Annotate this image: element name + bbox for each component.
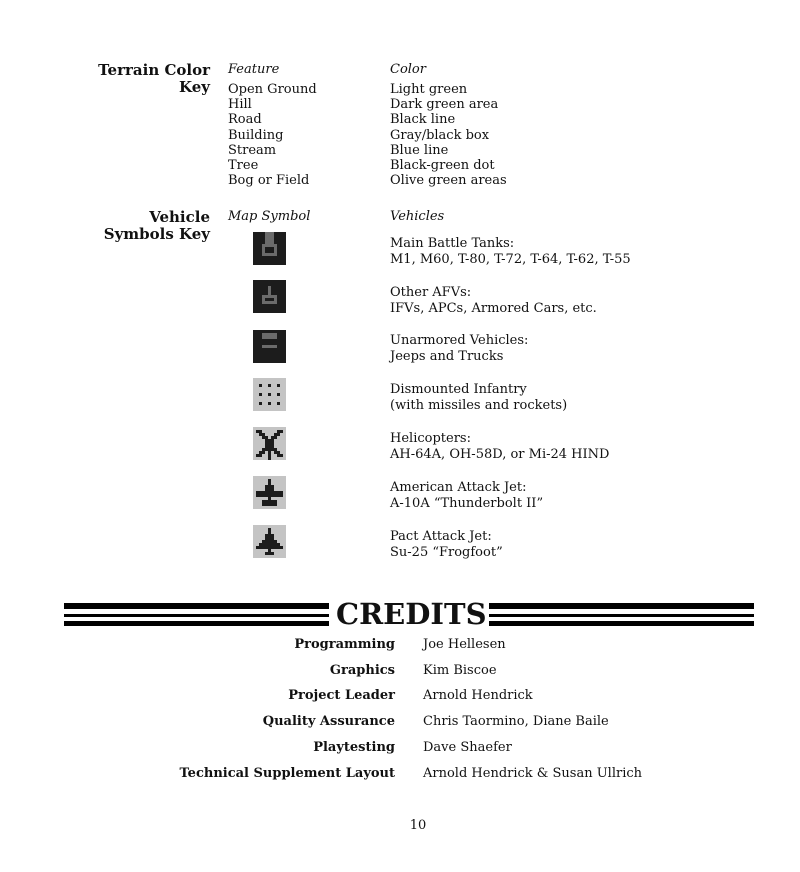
american-attack-jet-icon bbox=[253, 476, 286, 509]
credit-role: Programming bbox=[294, 637, 395, 652]
terrain-color: Black line bbox=[390, 112, 456, 128]
terrain-color-list bbox=[390, 82, 507, 188]
vehicle-entry-american-jet bbox=[390, 480, 543, 512]
vehicle-key-heading-line1: Vehicle bbox=[149, 208, 210, 226]
vehicle-category: Pact Attack Jet: bbox=[390, 529, 492, 544]
vehicle-examples: M1, M60, T-80, T-72, T-64, T-62, T-55 bbox=[390, 252, 631, 267]
vehicle-category: Other AFVs: bbox=[390, 285, 472, 300]
vehicle-examples: (with missiles and rockets) bbox=[390, 398, 568, 413]
terrain-key-heading-line2: Key bbox=[179, 78, 210, 96]
terrain-color: Black-green dot bbox=[390, 158, 495, 174]
credit-name: Arnold Hendrick bbox=[423, 688, 533, 703]
credit-role: Project Leader bbox=[288, 688, 395, 703]
terrain-feature: Open Ground bbox=[228, 82, 317, 97]
helicopter-icon bbox=[253, 427, 286, 460]
credit-name: Chris Taormino, Diane Baile bbox=[423, 714, 609, 729]
credit-role: Technical Supplement Layout bbox=[179, 766, 395, 781]
vehicle-entry-other-afvs bbox=[390, 285, 597, 317]
vehicle-examples: Su-25 “Frogfoot” bbox=[390, 545, 503, 560]
page-number: 10 bbox=[409, 818, 427, 833]
vehicle-key-heading bbox=[104, 209, 210, 243]
feature-column-header: Feature bbox=[228, 62, 280, 77]
terrain-feature: Bog or Field bbox=[228, 173, 310, 189]
map-symbol-column-header: Map Symbol bbox=[228, 209, 311, 224]
credit-name: Joe Hellesen bbox=[423, 637, 506, 652]
vehicles-column-header: Vehicles bbox=[390, 209, 445, 224]
vehicle-category: Dismounted Infantry bbox=[390, 382, 527, 397]
credit-name: Kim Biscoe bbox=[423, 663, 497, 678]
credits-title: CREDITS bbox=[336, 597, 487, 631]
credits-rule-right-top bbox=[489, 603, 754, 609]
credit-role: Graphics bbox=[329, 663, 395, 678]
terrain-key-heading-line1: Terrain Color bbox=[98, 61, 210, 79]
vehicle-examples: AH-64A, OH-58D, or Mi-24 HIND bbox=[390, 447, 610, 462]
terrain-feature-list bbox=[228, 82, 317, 188]
vehicle-entry-pact-jet bbox=[390, 529, 503, 561]
vehicle-entry-unarmored bbox=[390, 333, 528, 365]
vehicle-examples: IFVs, APCs, Armored Cars, etc. bbox=[390, 301, 597, 316]
vehicle-examples: Jeeps and Trucks bbox=[390, 349, 504, 364]
terrain-feature: Stream bbox=[228, 142, 277, 158]
credit-role: Playtesting bbox=[313, 740, 395, 755]
credits-rule-left-mid bbox=[64, 614, 329, 617]
credits-rule-left-bottom bbox=[64, 621, 329, 626]
credit-role: Quality Assurance bbox=[262, 714, 395, 729]
vehicle-category: Unarmored Vehicles: bbox=[390, 333, 529, 348]
other-afv-icon bbox=[253, 280, 286, 313]
vehicle-category: American Attack Jet: bbox=[390, 480, 527, 495]
dismounted-infantry-icon bbox=[253, 378, 286, 411]
credits-rule-left-top bbox=[64, 603, 329, 609]
terrain-color: Dark green area bbox=[390, 97, 499, 113]
terrain-feature: Road bbox=[228, 112, 262, 128]
terrain-color: Gray/black box bbox=[390, 127, 490, 143]
credits-rule-right-bottom bbox=[489, 621, 754, 626]
vehicle-key-heading-line2: Symbols Key bbox=[103, 225, 210, 243]
terrain-color: Blue line bbox=[390, 142, 449, 158]
main-battle-tank-icon bbox=[253, 232, 286, 265]
color-column-header: Color bbox=[390, 62, 426, 77]
terrain-feature: Building bbox=[228, 127, 284, 143]
unarmored-vehicle-icon bbox=[253, 330, 286, 363]
vehicle-category: Main Battle Tanks: bbox=[390, 236, 515, 251]
terrain-feature: Tree bbox=[228, 158, 259, 174]
vehicle-entry-helicopters bbox=[390, 431, 609, 463]
vehicle-category: Helicopters: bbox=[390, 431, 471, 446]
vehicle-entry-infantry bbox=[390, 382, 567, 414]
terrain-color: Olive green areas bbox=[390, 173, 507, 189]
terrain-key-heading bbox=[98, 62, 210, 96]
credit-name: Dave Shaefer bbox=[423, 740, 512, 755]
vehicle-examples: A-10A “Thunderbolt II” bbox=[390, 496, 544, 511]
vehicle-entry-main-battle-tanks bbox=[390, 236, 631, 268]
terrain-color: Light green bbox=[390, 82, 468, 97]
terrain-feature: Hill bbox=[228, 97, 252, 113]
credits-rule-right-mid bbox=[489, 614, 754, 617]
pact-attack-jet-icon bbox=[253, 525, 286, 558]
credit-name: Arnold Hendrick & Susan Ullrich bbox=[423, 766, 643, 781]
